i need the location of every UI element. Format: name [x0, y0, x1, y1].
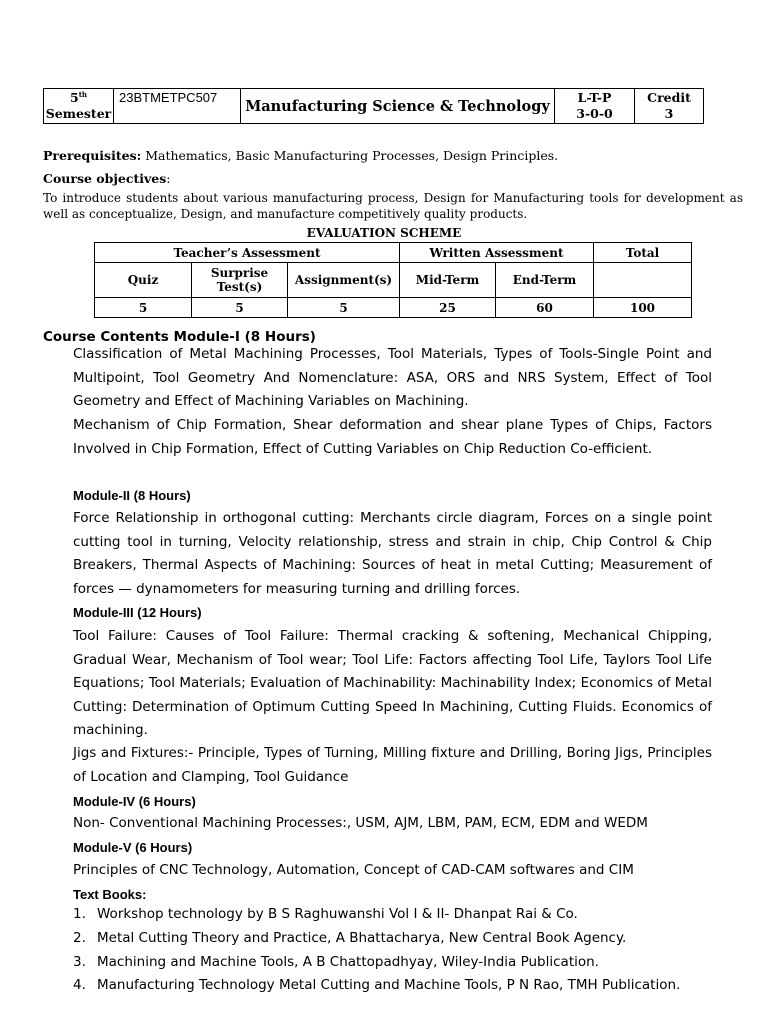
textbook-text: Manufacturing Technology Metal Cutting and Machine Tools, P N Rao, TMH Publication.	[97, 977, 681, 993]
textbook-text: Metal Cutting Theory and Practice, A Bhattacharya, New Central Book Agency.	[97, 930, 627, 946]
textbook-item	[73, 977, 680, 993]
textbook-number: 1.	[73, 906, 86, 922]
textbook-number: 2.	[73, 930, 86, 946]
value-total: 100	[594, 298, 692, 318]
module2-para: Force Relationship in orthogonal cutting: Merchants circle diagram, Forces on a single point cutting tool in turning, Velocity relationship, stress and strain in chip, Chip Control & Chip Breakers, Thermal Aspects of Machining: Sources of heat in metal Cutting; Measurement of forces — dynamometers for measuring turning and drilling forces.	[73, 510, 712, 597]
semester-label: Semester	[45, 106, 112, 121]
course-code: 23BTMETPC507	[114, 89, 241, 124]
module5-para: Principles of CNC Technology, Automation, Concept of CAD-CAM softwares and CIM	[73, 862, 634, 878]
textbook-text: Workshop technology by B S Raghuwanshi Vol I & II- Dhanpat Rai & Co.	[97, 906, 578, 922]
course-title: Manufacturing Science & Technology	[241, 89, 555, 124]
module3-para2: Jigs and Fixtures:- Principle, Types of Turning, Milling fixture and Drilling, Boring Jigs, Principles of Location and Clamping, Tool Guidance	[73, 745, 712, 785]
objectives-colon: :	[166, 171, 171, 186]
textbook-number: 4.	[73, 977, 86, 993]
objectives-text: To introduce students about various manufacturing process, Design for Manufacturing tools for development as well as conceptualize, Design, and manufacture competitively quality products.	[43, 191, 743, 221]
group-teacher-assessment: Teacher’s Assessment	[95, 243, 400, 263]
evaluation-title: EVALUATION SCHEME	[306, 226, 462, 240]
col-surprise-test: Surprise Test(s)	[192, 263, 288, 298]
value-quiz: 5	[95, 298, 192, 318]
prerequisites-label: Prerequisites:	[43, 148, 142, 163]
group-total: Total	[594, 243, 692, 263]
value-end-term: 60	[496, 298, 594, 318]
textbook-number: 3.	[73, 954, 86, 970]
textbook-item	[73, 954, 599, 970]
module4-heading: Module-IV (6 Hours)	[73, 794, 196, 809]
col-total	[594, 263, 692, 298]
value-mid-term: 25	[400, 298, 496, 318]
module5-heading: Module-V (6 Hours)	[73, 840, 193, 855]
textbooks-heading: Text Books:	[73, 887, 147, 902]
group-written-assessment: Written Assessment	[400, 243, 594, 263]
module4-para: Non- Conventional Machining Processes:, USM, AJM, LBM, PAM, ECM, EDM and WEDM	[73, 815, 648, 831]
credit-label: Credit	[647, 90, 691, 105]
module1-heading: Course Contents Module-I (8 Hours)	[43, 329, 316, 345]
semester-suffix: th	[78, 89, 88, 99]
semester-number: 5	[69, 90, 79, 105]
value-assignment: 5	[288, 298, 400, 318]
module1-para1: Classification of Metal Machining Processes, Tool Materials, Types of Tools-Single Point and Multipoint, Tool Geometry And Nomenclature: ASA, ORS and NRS System, Effect of Tool Geometry and Effect of Machining Variables on Machining.	[73, 346, 712, 409]
objectives-heading	[43, 171, 170, 186]
prerequisites	[43, 148, 558, 163]
course-header-table	[43, 88, 704, 124]
module2-heading: Module-II (8 Hours)	[73, 488, 191, 503]
module1-para2: Mechanism of Chip Formation, Shear deformation and shear plane Types of Chips, Factors Involved in Chip Formation, Effect of Cutting Variables on Chip Reduction Co-efficient.	[73, 417, 712, 457]
col-quiz: Quiz	[95, 263, 192, 298]
credit-value: 3	[664, 106, 674, 121]
objectives-label: Course objectives	[43, 171, 167, 186]
textbook-text: Machining and Machine Tools, A B Chattopadhyay, Wiley-India Publication.	[97, 954, 599, 970]
module3-heading: Module-III (12 Hours)	[73, 605, 202, 620]
prerequisites-text: Mathematics, Basic Manufacturing Processes, Design Principles.	[141, 148, 559, 163]
col-mid-term: Mid-Term	[400, 263, 496, 298]
semester-cell	[44, 89, 114, 124]
value-surprise-test: 5	[192, 298, 288, 318]
ltp-label: L-T-P	[577, 90, 612, 105]
textbook-item	[73, 930, 626, 946]
ltp-cell	[555, 89, 635, 124]
credit-cell	[635, 89, 704, 124]
evaluation-table	[94, 242, 692, 318]
col-assignment: Assignment(s)	[288, 263, 400, 298]
col-end-term: End-Term	[496, 263, 594, 298]
ltp-value: 3-0-0	[576, 106, 613, 121]
textbook-item	[73, 906, 578, 922]
module3-para1: Tool Failure: Causes of Tool Failure: Thermal cracking & softening, Mechanical Chipping, Gradual Wear, Mechanism of Tool wear; Tool Life: Factors affecting Tool Life, Taylors Tool Life Equations; Tool Materials; Evaluation of Machinability: Machinability Index; Economics of Metal Cutting: Determination of Optimum Cutting Speed In Machining, Cutting Fluids. Economics of machining.	[73, 628, 712, 738]
